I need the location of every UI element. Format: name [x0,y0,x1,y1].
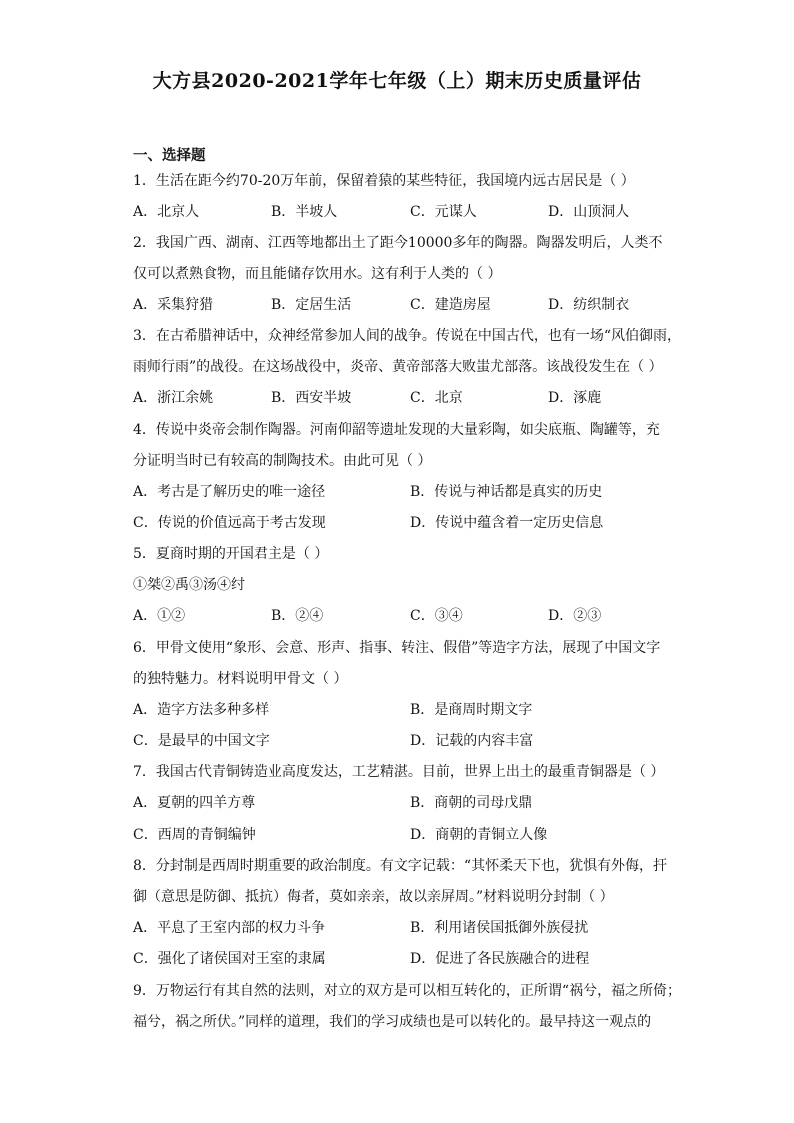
option-d[interactable]: D．涿鹿 [548,390,602,406]
question-8-stem-line-1: 8．分封制是西周时期重要的政治制度。有文字记载：“其怀柔天下也，犹惧有外侮，扞 [133,858,668,874]
option-b[interactable]: B．西安半坡 [271,390,352,406]
question-7-stem: 7．我国古代青铜铸造业高度发达，工艺精湛。目前，世界上出土的最重青铜器是（ ） [133,764,665,780]
page-title: 大方县2020-2021学年七年级（上）期末历史质量评估 [152,70,642,92]
question-4-options-row-1 [133,482,663,502]
question-2-stem-line-2: 仅可以煮熟食物，而且能储存饮用水。这有利于人类的（ ） [133,266,502,282]
option-a[interactable]: A．夏朝的四羊方尊 [133,795,256,811]
question-5-items: ①桀②禹③汤④纣 [133,577,245,593]
option-b[interactable]: B．商朝的司母戊鼎 [410,795,533,811]
question-9-stem-line-2: 福兮，祸之所伏。”同样的道理，我们的学习成绩也是可以转化的。最早持这一观点的 [133,1014,652,1030]
question-5-stem: 5．夏商时期的开国君主是（ ） [133,546,329,562]
option-a[interactable]: A．采集狩猎 [133,297,214,313]
option-d[interactable]: D．商朝的青铜立人像 [410,827,548,843]
question-3-options [133,388,663,408]
question-8-options-row-1 [133,918,663,938]
option-d[interactable]: D．传说中蕴含着一定历史信息 [410,515,604,531]
option-a[interactable]: A．平息了王室内部的权力斗争 [133,920,326,936]
option-b[interactable]: B．半坡人 [271,204,338,220]
question-7-options-row-2 [133,825,663,845]
question-8-stem-line-2: 御（意思是防御、抵抗）侮者，莫如亲亲，故以亲屏周。”材料说明分封制（ ） [133,889,614,905]
question-5-options [133,606,663,626]
option-c[interactable]: C．建造房屋 [410,297,491,313]
option-c[interactable]: C．强化了诸侯国对王室的隶属 [133,951,326,967]
option-c[interactable]: C．是最早的中国文字 [133,733,270,749]
option-b[interactable]: B．②④ [271,608,324,624]
question-7-options-row-1 [133,793,663,813]
question-4-stem-line-2: 分证明当时已有较高的制陶技术。由此可见（ ） [133,453,432,469]
option-b[interactable]: B．定居生活 [271,297,352,313]
option-a[interactable]: A．考古是了解历史的唯一途径 [133,484,326,500]
question-4-options-row-2 [133,513,663,533]
option-c[interactable]: C．传说的价值远高于考古发现 [133,515,326,531]
section-heading: 一、选择题 [133,147,206,164]
question-6-options-row-2 [133,731,663,751]
question-6-stem-line-1: 6．甲骨文使用“象形、会意、形声、指事、转注、假借”等造字方法，展现了中国文字 [133,640,661,656]
question-6-stem-line-2: 的独特魅力。材料说明甲骨文（ ） [133,671,348,687]
question-8-options-row-2 [133,949,663,969]
question-4-stem-line-1: 4．传说中炎帝会制作陶器。河南仰韶等遗址发现的大量彩陶，如尖底瓶、陶罐等，充 [133,422,660,438]
option-d[interactable]: D．纺织制衣 [548,297,630,313]
question-9-stem-line-1: 9．万物运行有其自然的法则，对立的双方是可以相互转化的，正所谓“祸兮，福之所倚； [133,983,682,999]
option-d[interactable]: D．②③ [548,608,602,624]
option-d[interactable]: D．记载的内容丰富 [410,733,534,749]
question-2-options [133,295,663,315]
option-c[interactable]: C．元谋人 [410,204,477,220]
question-6-options-row-1 [133,700,663,720]
option-b[interactable]: B．传说与神话都是真实的历史 [410,484,603,500]
question-1-stem: 1．生活在距今约70-20万年前，保留着猿的某些特征，我国境内远古居民是（ ） [133,173,635,189]
option-d[interactable]: D．促进了各民族融合的进程 [410,951,590,967]
option-a[interactable]: A．①② [133,608,186,624]
question-3-stem-line-1: 3．在古希腊神话中，众神经常参加人间的战争。传说在中国古代，也有一场“风伯御雨， [133,328,682,344]
option-c[interactable]: C．西周的青铜编钟 [133,827,256,843]
option-b[interactable]: B．利用诸侯国抵御外族侵扰 [410,920,589,936]
option-d[interactable]: D．山顶洞人 [548,204,630,220]
option-a[interactable]: A．北京人 [133,204,200,220]
question-3-stem-line-2: 雨师行雨”的战役。在这场战役中，炎帝、黄帝部落大败蚩尤部落。该战役发生在（ ） [133,359,663,375]
question-1-options [133,202,663,222]
option-b[interactable]: B．是商周时期文字 [410,702,533,718]
question-2-stem-line-1: 2．我国广西、湖南、江西等地都出土了距今10000多年的陶器。陶器发明后，人类不 [133,235,663,251]
option-c[interactable]: C．北京 [410,390,463,406]
option-a[interactable]: A．浙江余姚 [133,390,214,406]
option-c[interactable]: C．③④ [410,608,463,624]
option-a[interactable]: A．造字方法多种多样 [133,702,270,718]
